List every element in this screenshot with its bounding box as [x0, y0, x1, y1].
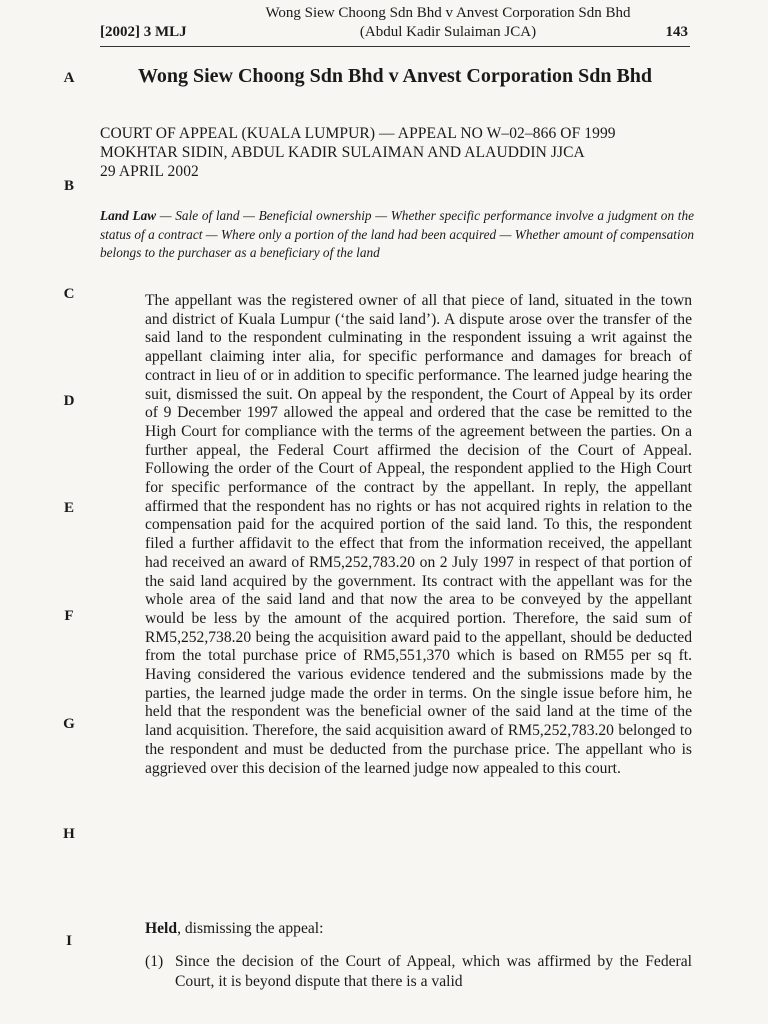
held-item [145, 952, 692, 992]
held-label: Held [145, 920, 178, 937]
held-item-text: Since the decision of the Court of Appeal, which was affirmed by the Federal Court, it is beyond dispute that there is a valid [175, 953, 692, 990]
margin-letter-e: E [63, 500, 74, 516]
header-rule [100, 46, 690, 47]
margin-letter-h: H [63, 826, 75, 842]
margin-letter-d: D [63, 393, 75, 409]
court-details [100, 124, 698, 181]
margin-letter-i: I [66, 933, 72, 949]
margin-letter-c: C [63, 286, 75, 302]
held-text: , dismissing the appeal: [177, 920, 324, 937]
court-line: COURT OF APPEAL (KUALA LUMPUR) — APPEAL NO W–02–866 OF 1999 [100, 125, 616, 142]
catchwords-text: — Sale of land — Beneficial ownership — Whether specific performance involve a judgment on the status of a contract — Where only a portion of the land had been acquired — Whether amount of compensation belongs to the purchaser as a beneficiary of the land [100, 208, 695, 260]
margin-letter-f: F [64, 608, 74, 624]
margin-letter-g: G [63, 716, 75, 732]
report-citation: [2002] 3 MLJ [100, 24, 187, 40]
held-line [145, 920, 692, 939]
case-title: Wong Siew Choong Sdn Bhd v Anvest Corporation Sdn Bhd [137, 65, 653, 87]
running-title: Wong Siew Choong Sdn Bhd v Anvest Corporation Sdn Bhd (Abdul Kadir Sulaiman JCA) [265, 5, 631, 40]
judges-line: MOKHTAR SIDIN, ABDUL KADIR SULAIMAN AND ALAUDDIN JJCA [100, 144, 585, 161]
held-item-number: (1) [145, 953, 164, 970]
headnote-paragraph: The appellant was the registered owner of all that piece of land, situated in the town and district of Kuala Lumpur (‘the said land’). A dispute arose over the transfer of the said land to the respondent culminating in the respondent issuing a writ against the appellant claiming inter alia, for specific performance and damages for breach of contract in lieu of or in addition to specific performance. The learned judge hearing the suit, dismissed the suit. On appeal by the respondent, the Court of Appeal by its order of 9 December 1997 allowed the appeal and ordered that the case be remitted to the High Court for compliance with the terms of the agreement between the parties. On a further appeal, the Federal Court affirmed the decision of the Court of Appeal. Following the order of the Court of Appeal, the respondent applied to the High Court for specific performance of the contract by the appellant. In reply, the appellant affirmed that the respondent has no rights or has not acquired rights in relation to the compensation paid for the acquired portion of the said land. To this, the respondent filed a further affidavit to the effect that from the information received, the appellant had received an award of RM5,252,783.20 on 2 July 1997 in respect of that portion of the said land acquired by the government. Its contract with the appellant was for the whole area of the said land and that now the area to be conveyed by the appellant would be less by the amount of the acquired portion. Therefore, the said sum of RM5,252,738.20 being the acquisition award paid to the appellant, should be deducted from the total purchase price of RM5,551,370 which is based on RM55 per sq ft. Having considered the various evidence tendered and the submissions made by the parties, the learned judge made the order in terms. On the single issue before him, he held that the respondent was the beneficial owner of the said land at the time of the land acquisition. Therefore, the said acquisition award of RM5,252,783.20 belonged to the respondent and must be deducted from the purchase price. The appellant who is aggrieved over this decision of the learned judge now appealed to this court. [145, 292, 692, 777]
catchwords-subject: Land Law [100, 208, 157, 223]
margin-letter-a: A [63, 70, 75, 86]
decision-date: 29 APRIL 2002 [100, 163, 199, 180]
catchwords [100, 207, 694, 263]
page-number: 143 [665, 24, 688, 40]
margin-letter-b: B [63, 178, 74, 194]
